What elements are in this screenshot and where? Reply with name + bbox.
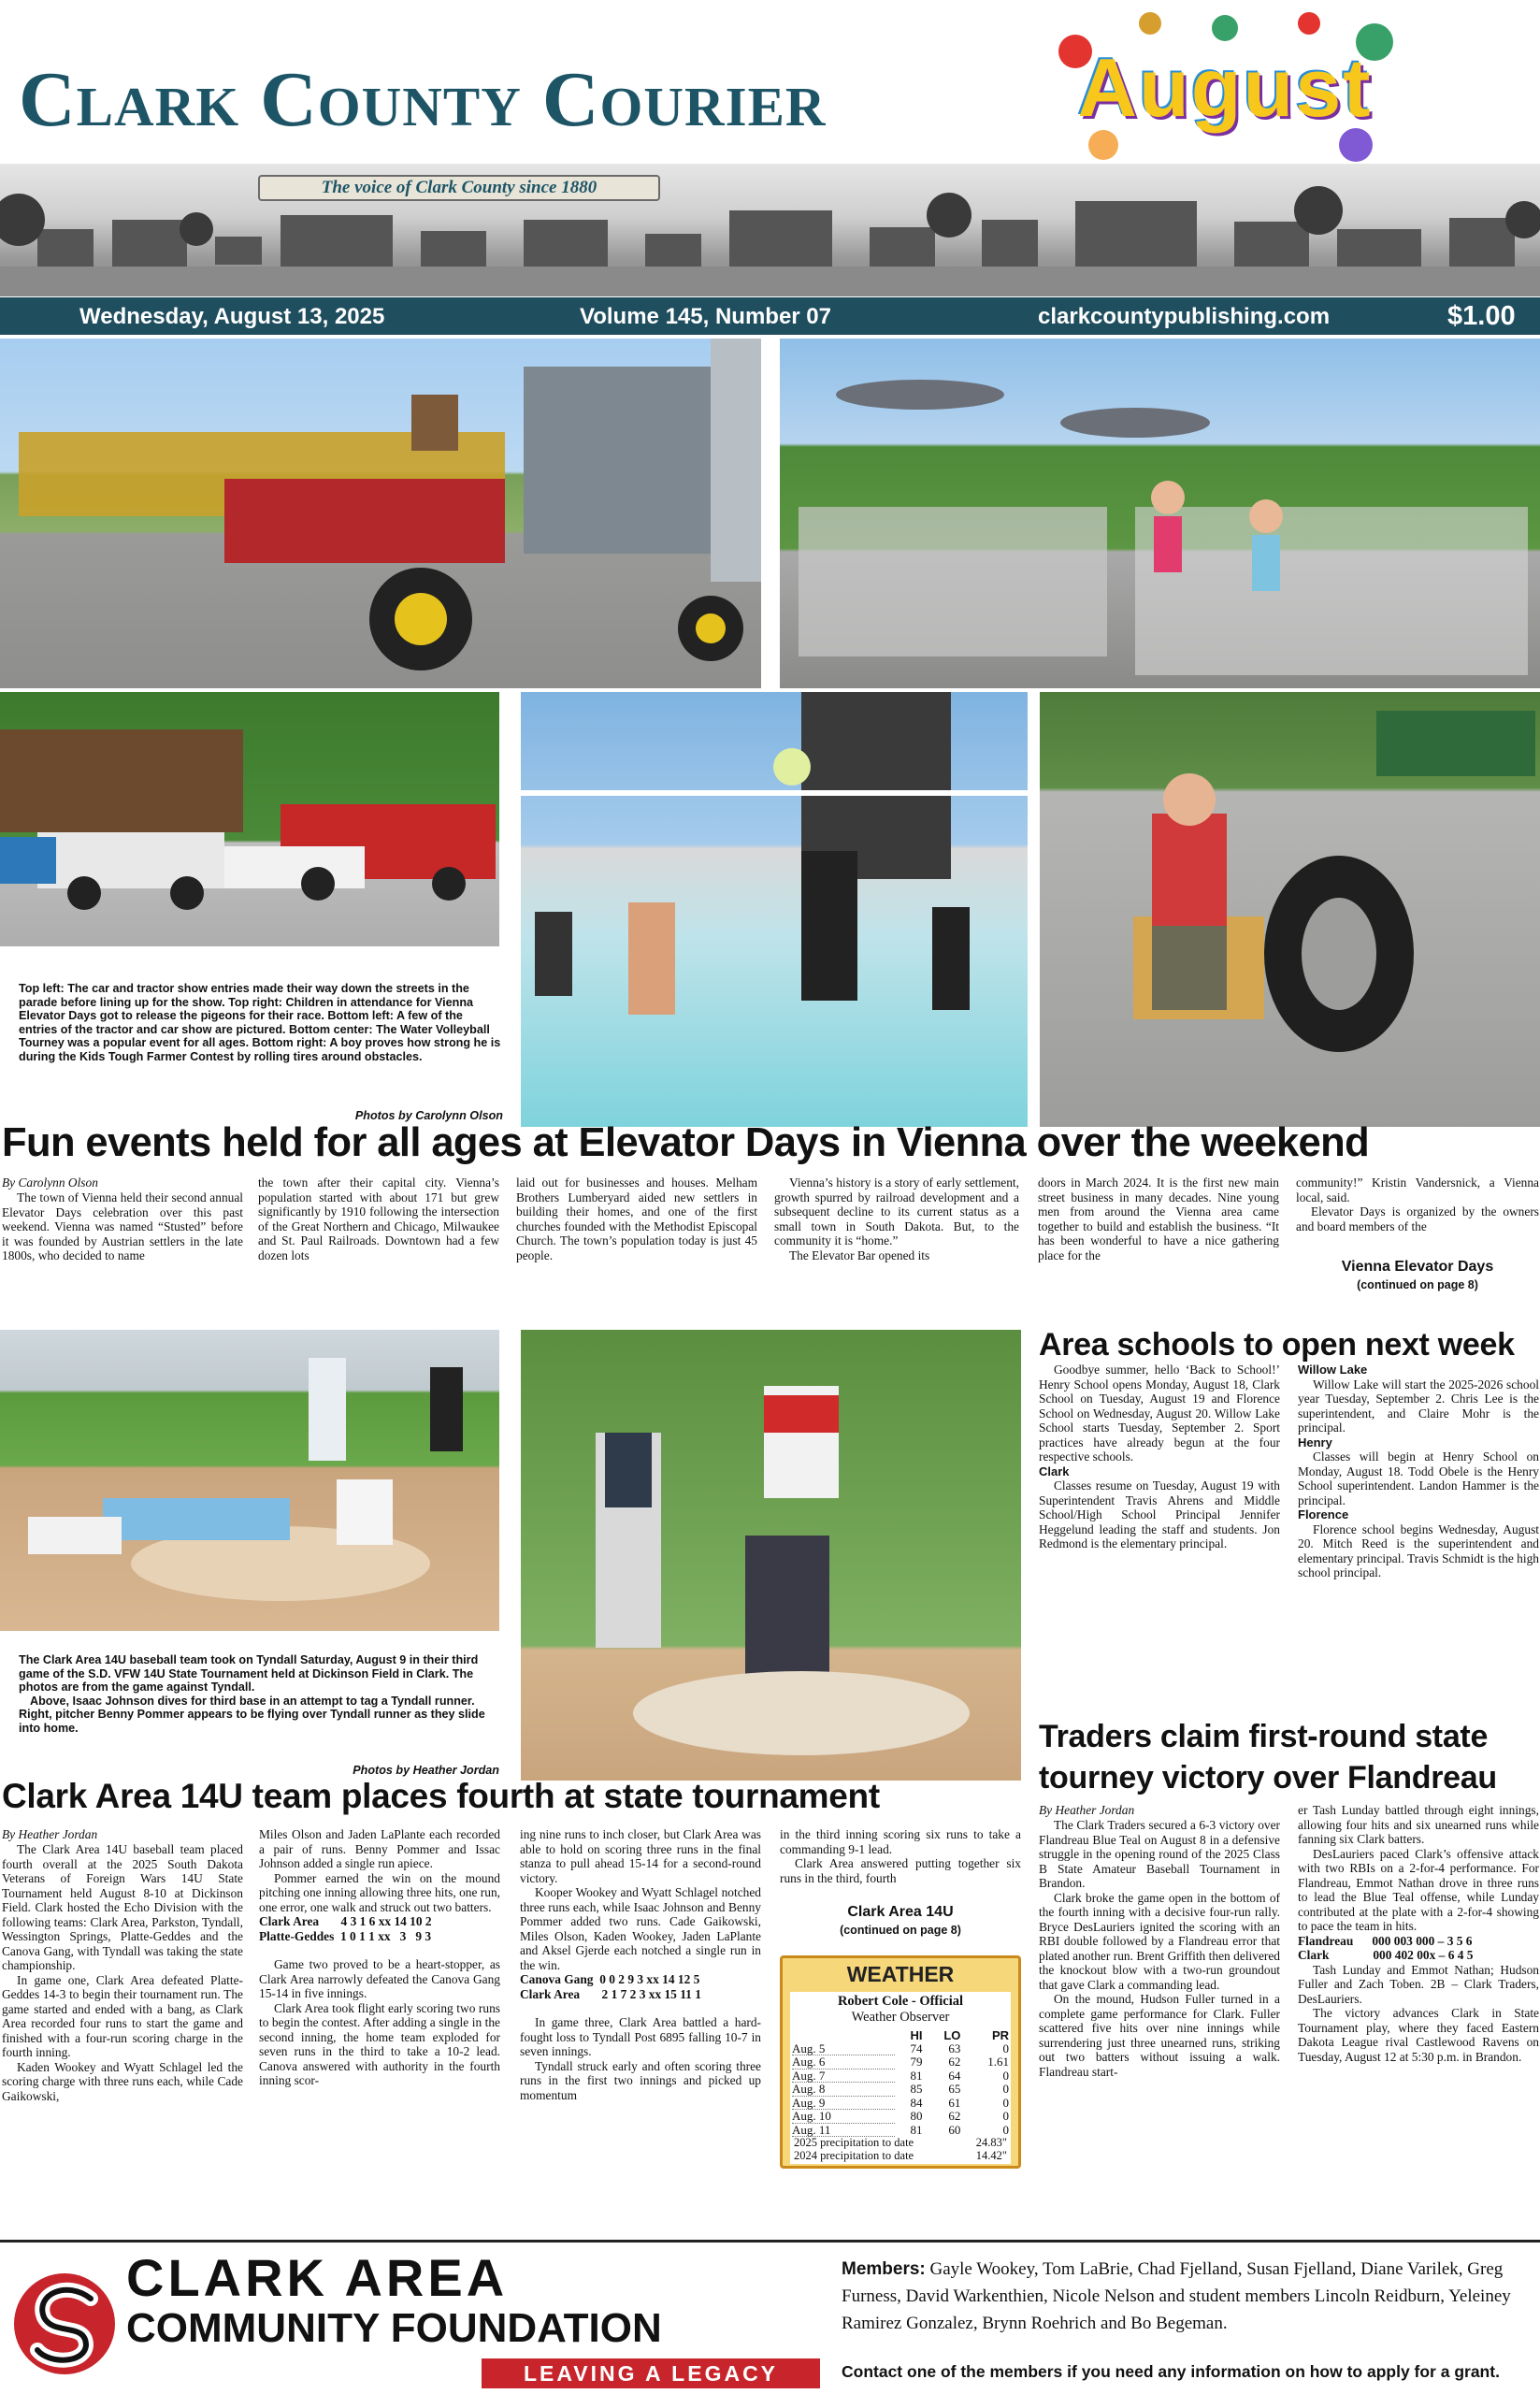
august-month-label: August — [1077, 41, 1373, 134]
baseball-headline: Clark Area 14U team places fourth at state tournament — [2, 1777, 880, 1815]
weather-row — [792, 2042, 1009, 2055]
issue-volume: Volume 145, Number 07 — [580, 304, 831, 329]
weather-value-cell: 80 — [910, 2109, 923, 2123]
baseball-col-3: ing nine runs to inch closer, but Clark Area was able to hold on scoring three runs in the final stanza to pull ahead 15-14 for a second-round victory. Kooper Wookey and Wyatt Schlagel notched three runs each, while Isaac Johnson and Benny Pommer added two runs. Cade Gaikowski, Miles Olson, Kaden Wookey, Jaden LaPlante and Aksel Gjerde each notched a single run in the win. Canova Gang 0 0 2 9 3 xx 14 12 5 Clark Area 2 1 7 2 3 xx 15 11 1 In game three, Clark Area battled a hard-fought loss to Tyndall Post 6895 falling 10-7 in seven innings. Tyndall struck early and often scoring three runs in the first two innings and picked up momentum — [520, 1827, 761, 2102]
photo-car-show — [0, 692, 499, 961]
issue-date: Wednesday, August 13, 2025 — [79, 304, 385, 329]
weather-date-cell: Aug. 6 — [792, 2055, 895, 2070]
foundation-name-line-1: CLARK AREA — [126, 2248, 509, 2307]
weather-col-pr: PR — [991, 2028, 1009, 2042]
weather-row — [792, 2055, 1009, 2070]
baseball-photo-credit: Photos by Heather Jordan — [353, 1764, 499, 1777]
schools-henry-head: Henry — [1298, 1435, 1332, 1449]
weather-value-cell: 1.61 — [987, 2055, 1009, 2069]
schools-florence-head: Florence — [1298, 1507, 1349, 1521]
weather-observer-name: Robert Cole - Official — [837, 1994, 964, 2009]
weather-date-cell: Aug. 9 — [792, 2096, 895, 2110]
elevator-photo-caption: Top left: The car and tractor show entries made their way down the streets in the parade before lining up for the show. Top right: Children in attendance for Vienna Elevator Days got to release the pigeons for their race. Bottom left: A few of the entries of the tractor and car show are pictured. Bottom center: The Water Volleyball Tourney was a popular event for all ages. Bottom right: A boy proves how strong he is during the Kids Tough Farmer Contest by rolling tires around obstacles. — [19, 982, 501, 1063]
precip-2024-value: 14.42" — [975, 2148, 1007, 2162]
weather-value-cell: 74 — [910, 2041, 923, 2055]
weather-col-lo: LO — [943, 2028, 961, 2042]
foundation-tagline-banner — [482, 2358, 820, 2388]
traders-headline-line-2: tourney victory over Flandreau — [1039, 1760, 1497, 1796]
traders-headline-line-1: Traders claim first-round state — [1039, 1719, 1489, 1754]
schools-willow-head: Willow Lake — [1298, 1363, 1368, 1377]
masthead — [0, 0, 1540, 297]
traders-boxscore-line-2: Clark 000 402 00x – 6 4 5 — [1298, 1948, 1474, 1962]
baseball-col-1: The Clark Area 14U baseball team placed fourth overall at the 2025 South Dakota Veterans of Foreign Wars 14U State Tournament held August 8-10 at Dickinson Field. Clark hosted the Echo Division with the following teams: Clark Area, Parkston, Tyndall, Wessington Springs, Platte-Geddes and the Canova Gang, with Tyndall was taking the state championship. In game one, Clark Area defeated Platte-Geddes 14-3 to begin their tournament run. The game started and ended with a bang, as Clark Area recorded four runs to start the game and finished with a four-run scoring charge in the fourth inning. Kaden Wookey and Wyatt Schlagel led the scoring charge with three runs each, while Cade Gaikowski, — [2, 1842, 243, 2103]
baseball-byline: By Heather Jordan — [2, 1827, 98, 1841]
weather-value-cell: 62 — [948, 2055, 961, 2069]
foundation-tagline: LEAVING A LEGACY — [523, 2361, 779, 2386]
masthead-title: Clark County Courier — [19, 56, 827, 143]
photo-tire-roll — [1040, 692, 1540, 1127]
photo-pigeon-release — [780, 339, 1540, 688]
weather-col-date — [792, 2029, 895, 2042]
foundation-ad — [0, 2240, 1540, 2394]
baseball-col-4: in the third inning scoring six runs to take a commanding 9-1 lead. Clark Area answered putting together six runs in the third, fourth — [780, 1827, 1021, 1885]
schools-col-1: Goodbye summer, hello ‘Back to School!’ Henry School opens Monday, August 18, Clark School on Tuesday, August 19 and Florence School on Wednesday, August 20. Willow Lake School starts Tuesday, September 2. Sport practices have already begun at the four respective schools. Clark Classes resume on Tuesday, August 19 with Superintendent Travis Ahrens and Middle School/High School Principal Jennifer Heggelund leading the staff and students. Jon Redmond is the elementary principal. — [1039, 1363, 1280, 1550]
foundation-logo — [11, 2271, 119, 2378]
weather-title: WEATHER — [846, 1962, 955, 1986]
traders-col-1: The Clark Traders secured a 6-3 victory over Flandreau Blue Teal on August 8 in a defensive struggle in the opening round of the 2025 Class B State Amateur Baseball Tournament in Brandon. Clark broke the game open in the bottom of the fourth inning with a decisive four-run rally. Bryce DesLauriers ignited the scoring with an RBI double followed by a Flandreau error that plated another run. Brent Griffith then delivered the knockout blow with a two-run groundout that gave Clark a commanding lead. On the mound, Hudson Fuller turned in a complete game performance for Clark. Fuller scattered five hits over nine innings while surrendering just three unearned runs, striking out two batters without issuing a walk. Flandreau start- — [1039, 1818, 1280, 2079]
weather-value-cell: 61 — [948, 2095, 961, 2110]
photo-tractor-parade — [0, 339, 761, 688]
weather-date-cell: Aug. 8 — [792, 2083, 895, 2097]
precip-2025-label: 2025 precipitation to date — [794, 2136, 914, 2149]
publisher-website[interactable]: clarkcountypublishing.com — [1038, 304, 1331, 329]
weather-value-cell: 60 — [948, 2122, 961, 2137]
elevator-col-4: Vienna’s history is a story of early settlement, growth spurred by railroad development and a subsequent decline to its current status as a small town in South Dakota. But, to the community it is “home.” The Elevator Bar opened its — [774, 1175, 1019, 1262]
elevator-col-2: the town after their capital city. Vienna’s population started with about 171 but grew significantly by 1910 following the intersection of the Great Northern and Chicago, Milwaukee and St. Paul Railroads. Downtown had a few dozen lots — [258, 1175, 499, 1262]
weather-value-cell: 64 — [948, 2068, 961, 2083]
elevator-col-5: doors in March 2024. It is the first new main street business in many decades. Nine young men from around the Vienna area came together to build and establish the business. “It has been wonderful to have a nice gathering place for the — [1038, 1175, 1279, 1262]
boxscore-game-1-line-1: Clark Area 4 3 1 6 xx 14 10 2 — [259, 1914, 432, 1928]
baseball-continued-note: (continued on page 8) — [840, 1924, 961, 1937]
weather-table-header — [792, 2029, 1009, 2042]
weather-row — [792, 2069, 1009, 2083]
foundation-members-list: Gayle Wookey, Tom LaBrie, Chad Fjelland, Susan Fjelland, Diane Varilek, Greg Furness, David Warkenthien, Nicole Nelson and student members Lincoln Reidburn, Yeleiney Ramirez Gonzalez, Brynn Roehrich and Bo Begeman. — [842, 2259, 1511, 2333]
weather-value-cell: 62 — [948, 2109, 961, 2123]
weather-value-cell: 84 — [910, 2095, 923, 2110]
elevator-col-6: community!” Kristin Vandersnick, a Vienna local, said. Elevator Days is organized by the owners and board members of the — [1296, 1175, 1539, 1233]
weather-table — [792, 2029, 1009, 2137]
schools-col-2: Willow Lake Willow Lake will start the 2025-2026 school year Tuesday, September 2. Chris Lee is the superintendent, and Claire Mohr is the principal. Henry Classes will begin at Henry School on Monday, August 18. Todd Obele is the Henry School superintendent. Landon Hammer is the principal. Florence Florence school begins Wednesday, August 20. Mitch Reed is the superintendent and elementary principal. Travis Schmidt is the high school principal. — [1298, 1363, 1539, 1579]
boxscore-game-2-line-2: Clark Area 2 1 7 2 3 xx 15 11 1 — [520, 1986, 701, 2001]
weather-box — [780, 1955, 1021, 2169]
weather-value-cell: 0 — [1002, 2095, 1009, 2110]
weather-value-cell: 81 — [910, 2122, 923, 2137]
weather-value-cell: 0 — [1002, 2122, 1009, 2137]
weather-value-cell: 0 — [1002, 2109, 1009, 2123]
weather-col-hi: HI — [910, 2028, 923, 2042]
weather-date-cell: Aug. 7 — [792, 2069, 895, 2083]
weather-value-cell: 0 — [1002, 2068, 1009, 2083]
traders-boxscore-line-1: Flandreau 000 003 000 – 3 5 6 — [1298, 1933, 1473, 1948]
elevator-photo-credit: Photos by Carolynn Olson — [354, 1109, 503, 1122]
weather-precip-2025 — [790, 2137, 1011, 2150]
weather-observer-panel — [790, 1992, 1011, 2164]
masthead-tagline-ribbon — [258, 175, 660, 201]
baseball-photo-caption: The Clark Area 14U baseball team took on Tyndall Saturday, August 9 in their third game of the S.D. VFW 14U State Tournament held at Dickinson Field in Clark. The photos are from the game against Tyndall. Above, Isaac Johnson dives for third base in an attempt to tag a Tyndall runner. Right, pitcher Benny Pommer appears to be flying over Tyndall runner as they slide into home. — [19, 1653, 485, 1735]
weather-value-cell: 0 — [1002, 2082, 1009, 2096]
foundation-name-line-2: COMMUNITY FOUNDATION — [126, 2305, 662, 2351]
foundation-members — [842, 2256, 1533, 2337]
weather-precip-2024 — [790, 2150, 1011, 2163]
traders-col-2: er Tash Lunday battled through eight innings, allowing four hits and six unearned runs while fanning six Clark batters. DesLauriers paced Clark’s offensive attack with two RBIs on a 2-for-4 performance. For Flandreau, Emmot Nathan drove in three runs to lead the Blue Teal offense, while Lunday contributed at the plate with a 2-for-4 showing to pace the team in hits. Flandreau 000 003 000 – 3 5 6 Clark 000 402 00x – 6 4 5 Tash Lunday and Emmot Nathan; Hudson Fuller and Zach Toben. 2B – Clark Traders, DesLauriers. The victory advances Clark in State Tournament play, where they faced Eastern Dakota League rival Castlewood Ravens on Tuesday, August 12 at 5:30 p.m. in Brandon. — [1298, 1803, 1539, 2064]
baseball-col-2: Miles Olson and Jaden LaPlante each recorded a pair of runs. Benny Pommer and Issac Johnson added a single run apiece. Pommer earned the win on the mound pitching one inning allowing three hits, one run, one error, one walk and struck out two batters. Clark Area 4 3 1 6 xx 14 10 2 Platte-Geddes 1 0 1 1 xx 3 9 3 Game two proved to be a heart-stopper, as Clark Area narrowly defeated the Canova Gang 15-14 in five innings. Clark Area took flight early scoring two runs to begin the contest. After adding a single in the second inning, the home team exploded for seven runs in the third to take a 10-2 lead. Canova answered with authority in the fourth inning scor- — [259, 1827, 500, 2087]
weather-date-cell: Aug. 10 — [792, 2110, 895, 2124]
weather-observer-title: Weather Observer — [851, 2010, 950, 2025]
weather-row — [792, 2110, 1009, 2124]
weather-date-cell: Aug. 5 — [792, 2042, 895, 2055]
precip-2025-value: 24.83" — [975, 2136, 1007, 2149]
baseball-continued-title: Clark Area 14U — [847, 1904, 954, 1920]
dateline-bar — [0, 297, 1540, 335]
traders-byline: By Heather Jordan — [1039, 1803, 1135, 1817]
precip-2024-label: 2024 precipitation to date — [794, 2148, 914, 2162]
town-panorama-photo — [0, 164, 1540, 296]
photo-third-base-dive — [0, 1330, 499, 1631]
august-month-art — [1038, 5, 1412, 173]
schools-clark-head: Clark — [1039, 1464, 1070, 1478]
elevator-headline: Fun events held for all ages at Elevator Days in Vienna over the weekend — [2, 1120, 1370, 1165]
elevator-continued-note: (continued on page 8) — [1357, 1278, 1478, 1291]
weather-row — [792, 2123, 1009, 2137]
weather-value-cell: 63 — [948, 2041, 961, 2055]
boxscore-game-1-line-2: Platte-Geddes 1 0 1 1 xx 3 9 3 — [259, 1928, 432, 1943]
schools-headline: Area schools to open next week — [1039, 1327, 1515, 1363]
weather-row — [792, 2096, 1009, 2110]
elevator-byline: By Carolynn Olson — [2, 1175, 98, 1190]
foundation-members-label: Members: — [842, 2259, 926, 2279]
weather-value-cell: 79 — [910, 2055, 923, 2069]
weather-value-cell: 65 — [948, 2082, 961, 2096]
weather-value-cell: 85 — [910, 2082, 923, 2096]
elevator-col-1: The town of Vienna held their second annual Elevator Days celebration over this past weekend. Vienna was named “Stusted” before it was founded by Austrian settlers in the late 1800s, who decided to name — [2, 1190, 243, 1262]
weather-value-cell: 81 — [910, 2068, 923, 2083]
elevator-col-3: laid out for businesses and houses. Melham Brothers Lumberyard aided new settlers in building their homes, and one of the first churches founded with the Methodist Episcopal Church. The town’s population today is just 45 people. — [516, 1175, 757, 1262]
weather-value-cell: 0 — [1002, 2041, 1009, 2055]
foundation-contact: Contact one of the members if you need any information on how to apply for a grant. — [842, 2362, 1500, 2381]
boxscore-game-2-line-1: Canova Gang 0 0 2 9 3 xx 14 12 5 — [520, 1972, 700, 1986]
weather-row — [792, 2083, 1009, 2097]
elevator-continued-title: Vienna Elevator Days — [1341, 1259, 1494, 1275]
masthead-tagline: The voice of Clark County since 1880 — [321, 178, 597, 197]
weather-date-cell: Aug. 11 — [792, 2123, 895, 2137]
issue-price: $1.00 — [1447, 301, 1516, 331]
photo-water-volleyball — [521, 692, 1028, 1127]
photo-home-plate-leap — [521, 1330, 1021, 1781]
